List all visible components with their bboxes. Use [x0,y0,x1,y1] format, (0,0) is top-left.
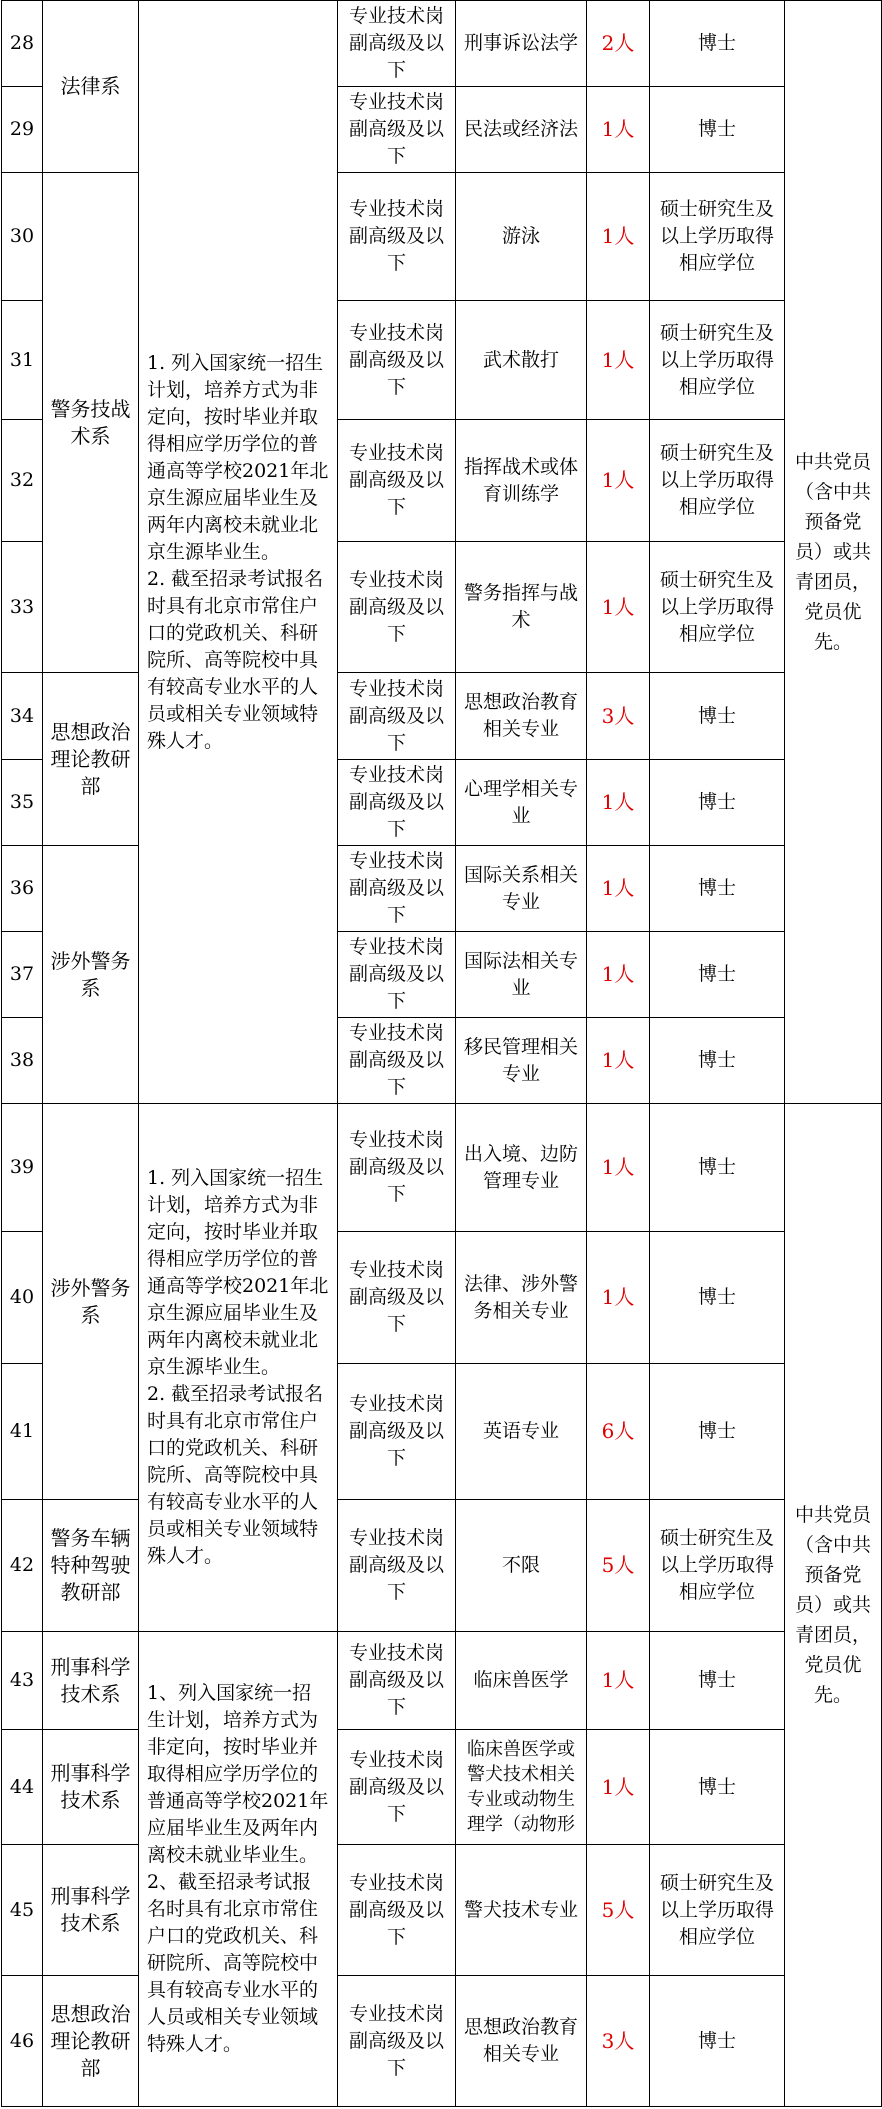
education-cell: 硕士研究生及以上学历取得相应学位 [650,420,785,542]
row-number: 34 [2,673,43,760]
major-cell: 法律、涉外警务相关专业 [456,1232,587,1364]
major-cell: 国际关系相关专业 [456,846,587,932]
political-cell: 中共党员（含中共预备党员）或共青团员，党员优先。 [785,1104,882,2107]
table-row [2,1500,882,1632]
table-row [2,673,882,760]
department-cell: 警务技战术系 [43,173,139,673]
political-cell: 中共党员（含中共预备党员）或共青团员，党员优先。 [785,1,882,1104]
major-cell: 思想政治教育相关专业 [456,673,587,760]
major-cell: 临床兽医学或警犬技术相关专业或动物生理学（动物形 [456,1730,587,1845]
position-cell: 专业技术岗副高级及以下 [338,1,456,87]
department-cell: 思想政治理论教研部 [43,1976,139,2107]
requirement-item: 1. 列入国家统一招生计划，培养方式为非定向，按时毕业并取得相应学历学位的普通高等学校2021年北京生源应届毕业生及两年内离校未就业北京生源毕业生。 [147,1167,329,1378]
position-cell: 专业技术岗副高级及以下 [338,1104,456,1232]
requirement-item: 2. 截至招录考试报名时具有北京市常住户口的党政机关、科研院所、高等院校中具有较高专业水平的人员或相关专业领域特殊人才。 [147,1383,324,1567]
position-cell: 专业技术岗副高级及以下 [338,173,456,301]
row-number: 36 [2,846,43,932]
count-cell: 2人 [587,1,650,87]
row-number: 33 [2,542,43,673]
major-cell: 指挥战术或体育训练学 [456,420,587,542]
department-cell: 涉外警务系 [43,846,139,1104]
position-cell: 专业技术岗副高级及以下 [338,1364,456,1500]
major-cell: 心理学相关专业 [456,760,587,846]
department-cell: 警务车辆特种驾驶教研部 [43,1500,139,1632]
requirement-item: 1、列入国家统一招生计划，培养方式为非定向，按时毕业并取得相应学历学位的普通高等学校2021年应届毕业生及两年内离校未就业毕业生。 [147,1682,329,1866]
major-cell: 临床兽医学 [456,1632,587,1730]
position-cell: 专业技术岗副高级及以下 [338,673,456,760]
row-number: 40 [2,1232,43,1364]
requirement-item: 2. 截至招录考试报名时具有北京市常住户口的党政机关、科研院所、高等院校中具有较高专业水平的人员或相关专业领域特殊人才。 [147,567,324,752]
education-cell: 硕士研究生及以上学历取得相应学位 [650,542,785,673]
department-cell: 涉外警务系 [43,1104,139,1500]
count-cell: 1人 [587,173,650,301]
count-cell: 1人 [587,1730,650,1845]
row-number: 35 [2,760,43,846]
education-cell: 硕士研究生及以上学历取得相应学位 [650,173,785,301]
department-cell: 法律系 [43,1,139,173]
education-cell: 博士 [650,673,785,760]
row-number: 43 [2,1632,43,1730]
row-number: 45 [2,1845,43,1976]
table-row [2,1104,882,1232]
count-cell: 1人 [587,846,650,932]
row-number: 29 [2,87,43,173]
count-cell: 1人 [587,1232,650,1364]
position-cell: 专业技术岗副高级及以下 [338,1632,456,1730]
major-cell: 英语专业 [456,1364,587,1500]
row-number: 46 [2,1976,43,2107]
position-cell: 专业技术岗副高级及以下 [338,1845,456,1976]
row-number: 28 [2,1,43,87]
count-cell: 5人 [587,1845,650,1976]
requirements-cell [139,1632,338,2107]
education-cell: 博士 [650,760,785,846]
count-cell: 1人 [587,420,650,542]
education-cell: 博士 [650,1976,785,2107]
table-row [2,173,882,301]
position-cell: 专业技术岗副高级及以下 [338,760,456,846]
position-cell: 专业技术岗副高级及以下 [338,420,456,542]
education-cell: 博士 [650,1,785,87]
count-cell: 1人 [587,542,650,673]
education-cell: 硕士研究生及以上学历取得相应学位 [650,301,785,420]
row-number: 39 [2,1104,43,1232]
department-cell: 思想政治理论教研部 [43,673,139,846]
education-cell: 博士 [650,846,785,932]
education-cell: 博士 [650,1018,785,1104]
major-cell: 警犬技术专业 [456,1845,587,1976]
position-cell: 专业技术岗副高级及以下 [338,542,456,673]
row-number: 31 [2,301,43,420]
table-row [2,1,882,87]
count-cell: 1人 [587,87,650,173]
position-cell: 专业技术岗副高级及以下 [338,1232,456,1364]
education-cell: 博士 [650,1730,785,1845]
education-cell: 博士 [650,1104,785,1232]
education-cell: 博士 [650,87,785,173]
position-cell: 专业技术岗副高级及以下 [338,846,456,932]
table-row [2,1976,882,2107]
major-cell: 游泳 [456,173,587,301]
education-cell: 博士 [650,1364,785,1500]
position-cell: 专业技术岗副高级及以下 [338,1976,456,2107]
major-cell: 思想政治教育相关专业 [456,1976,587,2107]
row-number: 41 [2,1364,43,1500]
major-cell: 民法或经济法 [456,87,587,173]
position-cell: 专业技术岗副高级及以下 [338,87,456,173]
count-cell: 6人 [587,1364,650,1500]
row-number: 42 [2,1500,43,1632]
count-cell: 1人 [587,932,650,1018]
count-cell: 3人 [587,673,650,760]
position-cell: 专业技术岗副高级及以下 [338,1018,456,1104]
major-cell: 移民管理相关专业 [456,1018,587,1104]
table-row [2,1730,882,1845]
count-cell: 5人 [587,1500,650,1632]
position-cell: 专业技术岗副高级及以下 [338,932,456,1018]
row-number: 32 [2,420,43,542]
department-cell: 刑事科学技术系 [43,1845,139,1976]
education-cell: 博士 [650,1232,785,1364]
position-cell: 专业技术岗副高级及以下 [338,301,456,420]
count-cell: 1人 [587,1104,650,1232]
major-cell: 警务指挥与战术 [456,542,587,673]
department-cell: 刑事科学技术系 [43,1730,139,1845]
major-cell: 国际法相关专业 [456,932,587,1018]
education-cell: 博士 [650,1632,785,1730]
row-number: 30 [2,173,43,301]
major-cell: 刑事诉讼法学 [456,1,587,87]
position-cell: 专业技术岗副高级及以下 [338,1500,456,1632]
table-row [2,1845,882,1976]
education-cell: 硕士研究生及以上学历取得相应学位 [650,1500,785,1632]
department-cell: 刑事科学技术系 [43,1632,139,1730]
major-cell: 武术散打 [456,301,587,420]
position-cell: 专业技术岗副高级及以下 [338,1730,456,1845]
education-cell: 博士 [650,932,785,1018]
table-row [2,846,882,932]
table-row [2,1632,882,1730]
row-number: 37 [2,932,43,1018]
row-number: 44 [2,1730,43,1845]
count-cell: 1人 [587,1018,650,1104]
count-cell: 1人 [587,301,650,420]
major-cell: 出入境、边防管理专业 [456,1104,587,1232]
requirements-cell [139,1104,338,1632]
education-cell: 硕士研究生及以上学历取得相应学位 [650,1845,785,1976]
recruitment-table [1,0,882,2107]
requirement-item: 1. 列入国家统一招生计划，培养方式为非定向，按时毕业并取得相应学历学位的普通高等学校2021年北京生源应届毕业生及两年内离校未就业北京生源毕业生。 [147,351,329,563]
row-number: 38 [2,1018,43,1104]
count-cell: 1人 [587,760,650,846]
count-cell: 3人 [587,1976,650,2107]
count-cell: 1人 [587,1632,650,1730]
major-cell: 不限 [456,1500,587,1632]
requirement-item: 2、截至招录考试报名时具有北京市常住户口的党政机关、科研院所、高等院校中具有较高专业水平的人员或相关专业领域特殊人才。 [147,1871,319,2055]
requirements-cell [139,1,338,1104]
